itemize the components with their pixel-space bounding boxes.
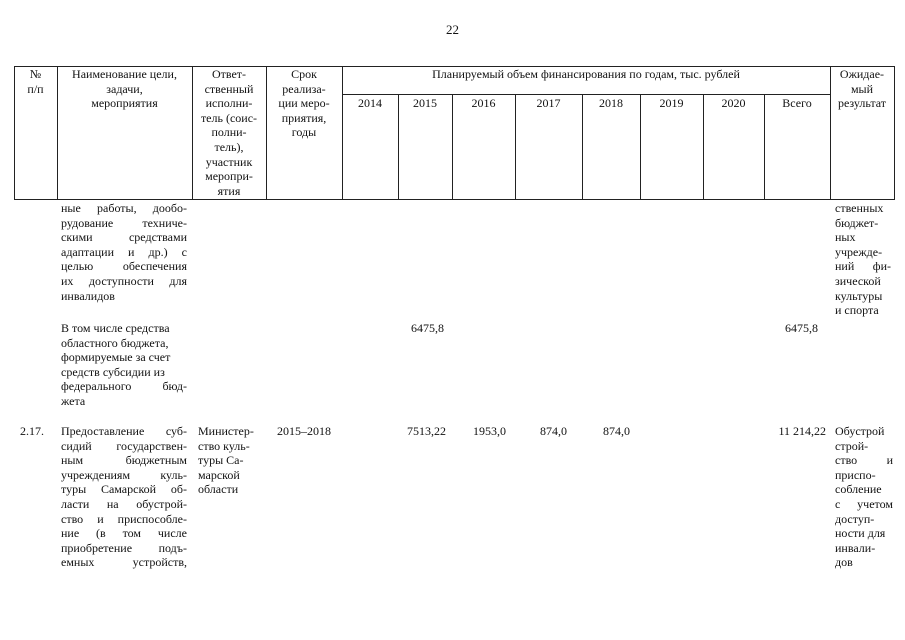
page-number: 22 xyxy=(446,22,459,37)
subrow-total: 6475,8 xyxy=(785,321,818,335)
row-217-name: Предоставление суб- сидий государствен- ным бюджетным учреждениям куль- туры Самарской об- ласти на обустрой- ство и приспособле- ние (в том числе приобретение подъ- емных устройств, xyxy=(61,424,187,570)
row-217-num: 2.17. xyxy=(20,424,44,438)
header-term: Срок реализа- ции меро- приятия, годы xyxy=(278,67,330,140)
subrow-name: В том числе средства областного бюджета, формируемые за счет средств субсидии из федерального бюд- жета xyxy=(61,321,187,408)
row-217-total: 11 214,22 xyxy=(778,424,826,438)
header-year-2020: 2020 xyxy=(721,96,746,110)
continuation-name: ные работы, дообо- рудование техниче- скими средствами адаптации и др.) с целью обеспечения их доступности для инвалидов xyxy=(61,201,187,303)
header-year-2014: 2014 xyxy=(358,96,382,110)
row-217-executor: Министер- ство куль- туры Са- марской области xyxy=(198,424,254,497)
header-year-2015: 2015 xyxy=(413,96,437,110)
continuation-result: ственных бюджет- ных учрежде- ний фи- зической культуры и спорта xyxy=(835,201,891,318)
row-217-2015: 7513,22 xyxy=(407,424,446,438)
row-217-2016: 1953,0 xyxy=(473,424,506,438)
row-217-2017: 874,0 xyxy=(540,424,567,438)
header-year-2017: 2017 xyxy=(536,96,561,110)
row-217-2018: 874,0 xyxy=(603,424,630,438)
header-executor: Ответ- ственный исполни- тель (соис- полни- тель), участник меропри- ятия xyxy=(200,67,258,198)
subrow-2015: 6475,8 xyxy=(411,321,444,335)
row-217-result: Обустрой строй- ство и приспо- собление с учетом доступ- ности для инвали- дов xyxy=(835,424,893,570)
header-funding: Планируемый объем финансирования по годам, тыс. рублей xyxy=(432,67,740,81)
header-result: Ожидае- мый результат xyxy=(837,67,887,111)
header-year-2018: 2018 xyxy=(599,96,623,110)
header-name: Наименование цели, задачи, мероприятия xyxy=(72,67,177,111)
header-num: № п/п xyxy=(27,67,44,96)
row-217-term: 2015–2018 xyxy=(277,424,331,438)
header-year-2019: 2019 xyxy=(659,96,684,110)
header-total: Всего xyxy=(782,96,812,110)
header-year-2016: 2016 xyxy=(471,96,496,110)
